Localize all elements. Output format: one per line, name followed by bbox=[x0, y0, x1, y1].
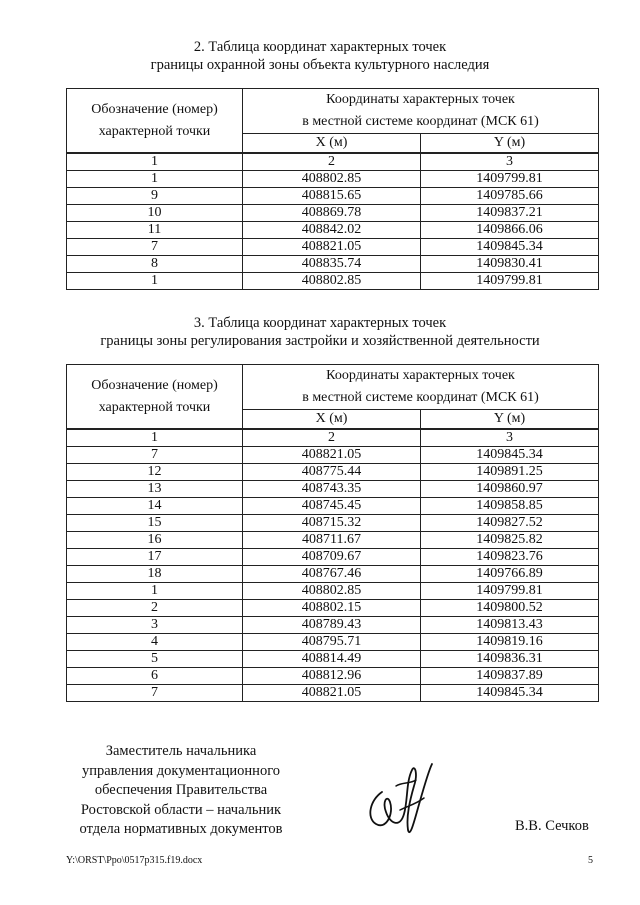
signer-line: отдела нормативных документов bbox=[79, 821, 283, 837]
col-number: 1 bbox=[67, 429, 243, 447]
point-number-cell: 14 bbox=[67, 498, 243, 515]
x-coordinate-cell: 408802.85 bbox=[243, 171, 421, 188]
y-coordinate-cell: 1409785.66 bbox=[421, 188, 599, 205]
table2-title bbox=[0, 38, 640, 74]
x-coordinate-cell: 408812.96 bbox=[243, 668, 421, 685]
point-number-cell: 15 bbox=[67, 515, 243, 532]
table-row bbox=[67, 171, 599, 188]
table-row bbox=[67, 447, 599, 464]
point-number-cell: 16 bbox=[67, 532, 243, 549]
table-row bbox=[67, 651, 599, 668]
y-coordinate-cell: 1409845.34 bbox=[421, 447, 599, 464]
point-number-cell: 17 bbox=[67, 549, 243, 566]
signer-line: Заместитель начальника bbox=[105, 743, 257, 759]
x-coordinate-cell: 408842.02 bbox=[243, 222, 421, 239]
x-coordinate-cell: 408795.71 bbox=[243, 634, 421, 651]
table-row bbox=[67, 188, 599, 205]
point-number-cell: 13 bbox=[67, 481, 243, 498]
x-coordinate-cell: 408821.05 bbox=[243, 685, 421, 702]
x-coordinate-cell: 408745.45 bbox=[243, 498, 421, 515]
table-row bbox=[67, 617, 599, 634]
y-coordinate-cell: 1409799.81 bbox=[421, 171, 599, 188]
point-number-cell: 1 bbox=[67, 171, 243, 188]
point-number-cell: 10 bbox=[67, 205, 243, 222]
y-coordinate-cell: 1409845.34 bbox=[421, 685, 599, 702]
y-coordinate-cell: 1409858.85 bbox=[421, 498, 599, 515]
y-coordinate-cell: 1409837.21 bbox=[421, 205, 599, 222]
y-coordinate-cell: 1409799.81 bbox=[421, 273, 599, 290]
y-coordinate-cell: 1409866.06 bbox=[421, 222, 599, 239]
table-row bbox=[67, 256, 599, 273]
point-number-cell: 7 bbox=[67, 447, 243, 464]
x-coordinate-cell: 408767.46 bbox=[243, 566, 421, 583]
table-row bbox=[67, 515, 599, 532]
point-number-cell: 3 bbox=[67, 617, 243, 634]
table2-head-coords: Координаты характерных точек в местной системе координат (МСК 61) bbox=[243, 89, 599, 134]
table2-title-line1: 2. Таблица координат характерных точек bbox=[193, 39, 447, 55]
x-coordinate-cell: 408815.65 bbox=[243, 188, 421, 205]
y-coordinate-cell: 1409891.25 bbox=[421, 464, 599, 481]
x-coordinate-cell: 408802.85 bbox=[243, 583, 421, 600]
point-number-cell: 5 bbox=[67, 651, 243, 668]
x-coordinate-cell: 408743.35 bbox=[243, 481, 421, 498]
y-coordinate-cell: 1409766.89 bbox=[421, 566, 599, 583]
point-number-cell: 7 bbox=[67, 239, 243, 256]
table2-head-point: Обозначение (номер) характерной точки bbox=[67, 89, 243, 154]
y-coordinate-cell: 1409830.41 bbox=[421, 256, 599, 273]
table3-head-y: Y (м) bbox=[421, 410, 599, 430]
x-coordinate-cell: 408821.05 bbox=[243, 239, 421, 256]
y-coordinate-cell: 1409823.76 bbox=[421, 549, 599, 566]
x-coordinate-cell: 408789.43 bbox=[243, 617, 421, 634]
footer-file-path: Y:\ORST\Ppo\0517p315.f19.docx bbox=[66, 855, 203, 866]
table-row bbox=[67, 464, 599, 481]
point-number-cell: 6 bbox=[67, 668, 243, 685]
point-number-cell: 1 bbox=[67, 273, 243, 290]
table3 bbox=[66, 364, 599, 702]
table3-head-x: X (м) bbox=[243, 410, 421, 430]
y-coordinate-cell: 1409819.16 bbox=[421, 634, 599, 651]
table3-number-row bbox=[67, 429, 599, 447]
table-row bbox=[67, 498, 599, 515]
table-row bbox=[67, 549, 599, 566]
col-number: 3 bbox=[421, 153, 599, 171]
table3-title-line2: границы зоны регулирования застройки и хозяйственной деятельности bbox=[100, 333, 540, 349]
table3-head-point: Обозначение (номер) характерной точки bbox=[67, 365, 243, 430]
signer-line: Ростовской области – начальник bbox=[80, 801, 282, 818]
x-coordinate-cell: 408802.15 bbox=[243, 600, 421, 617]
point-number-cell: 7 bbox=[67, 685, 243, 702]
y-coordinate-cell: 1409799.81 bbox=[421, 583, 599, 600]
col-number: 1 bbox=[67, 153, 243, 171]
handwritten-signature bbox=[360, 752, 440, 842]
y-coordinate-cell: 1409860.97 bbox=[421, 481, 599, 498]
table2 bbox=[66, 88, 599, 290]
table2-number-row bbox=[67, 153, 599, 171]
point-number-cell: 4 bbox=[67, 634, 243, 651]
point-number-cell: 11 bbox=[67, 222, 243, 239]
y-coordinate-cell: 1409836.31 bbox=[421, 651, 599, 668]
table-row bbox=[67, 239, 599, 256]
table2-head-x: X (м) bbox=[243, 134, 421, 154]
table-row bbox=[67, 583, 599, 600]
table-row bbox=[67, 685, 599, 702]
table3-title-line1: 3. Таблица координат характерных точек bbox=[193, 315, 447, 331]
y-coordinate-cell: 1409800.52 bbox=[421, 600, 599, 617]
signer-line: обеспечения Правительства bbox=[94, 782, 268, 798]
point-number-cell: 8 bbox=[67, 256, 243, 273]
page-number: 5 bbox=[588, 855, 593, 866]
y-coordinate-cell: 1409825.82 bbox=[421, 532, 599, 549]
point-number-cell: 9 bbox=[67, 188, 243, 205]
table3-head-coords: Координаты характерных точек в местной системе координат (МСК 61) bbox=[243, 365, 599, 410]
x-coordinate-cell: 408715.32 bbox=[243, 515, 421, 532]
point-number-cell: 1 bbox=[67, 583, 243, 600]
y-coordinate-cell: 1409837.89 bbox=[421, 668, 599, 685]
y-coordinate-cell: 1409827.52 bbox=[421, 515, 599, 532]
col-number: 2 bbox=[243, 153, 421, 171]
table2-head-y: Y (м) bbox=[421, 134, 599, 154]
y-coordinate-cell: 1409813.43 bbox=[421, 617, 599, 634]
signer-line: управления документационного bbox=[81, 762, 281, 779]
table-row bbox=[67, 566, 599, 583]
col-number: 3 bbox=[421, 429, 599, 447]
table-row bbox=[67, 668, 599, 685]
table-row bbox=[67, 273, 599, 290]
point-number-cell: 12 bbox=[67, 464, 243, 481]
x-coordinate-cell: 408869.78 bbox=[243, 205, 421, 222]
x-coordinate-cell: 408711.67 bbox=[243, 532, 421, 549]
table-row bbox=[67, 222, 599, 239]
x-coordinate-cell: 408821.05 bbox=[243, 447, 421, 464]
table2-title-line2: границы охранной зоны объекта культурного наследия bbox=[150, 57, 490, 73]
signer-position bbox=[66, 742, 296, 840]
x-coordinate-cell: 408814.49 bbox=[243, 651, 421, 668]
table3-title bbox=[0, 314, 640, 350]
point-number-cell: 2 bbox=[67, 600, 243, 617]
table-row bbox=[67, 600, 599, 617]
x-coordinate-cell: 408709.67 bbox=[243, 549, 421, 566]
table-row bbox=[67, 634, 599, 651]
table-row bbox=[67, 205, 599, 222]
table-row bbox=[67, 532, 599, 549]
col-number: 2 bbox=[243, 429, 421, 447]
signer-name: В.В. Сечков bbox=[515, 818, 589, 834]
x-coordinate-cell: 408775.44 bbox=[243, 464, 421, 481]
y-coordinate-cell: 1409845.34 bbox=[421, 239, 599, 256]
x-coordinate-cell: 408802.85 bbox=[243, 273, 421, 290]
x-coordinate-cell: 408835.74 bbox=[243, 256, 421, 273]
point-number-cell: 18 bbox=[67, 566, 243, 583]
table-row bbox=[67, 481, 599, 498]
